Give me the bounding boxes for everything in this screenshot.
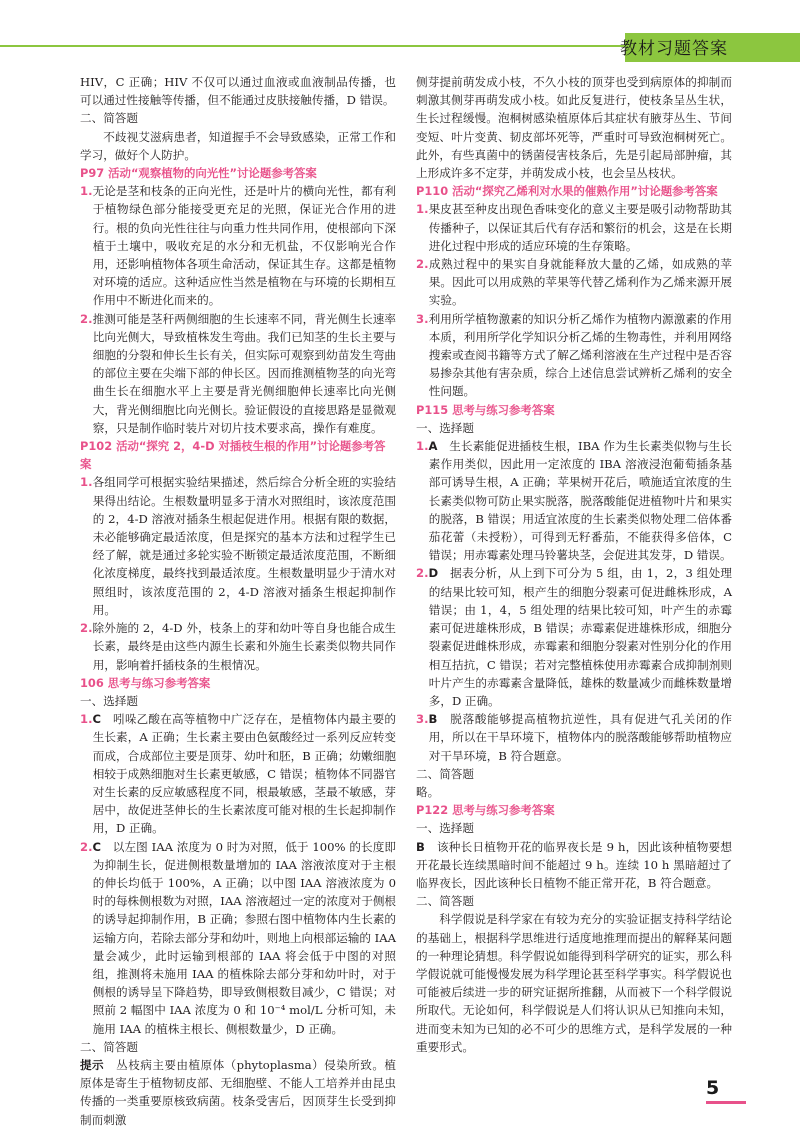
item-number: 2. [416, 257, 429, 272]
section-heading: P115 思考与练习参考答案 [416, 402, 555, 417]
item-number: 3. [416, 712, 429, 727]
list-item [416, 564, 732, 710]
answer-letter: B [428, 712, 438, 727]
tip-label: 提示 [80, 1057, 105, 1072]
page-number: 5 [706, 1077, 720, 1099]
tip-paragraph [80, 1056, 396, 1129]
item-text: 该种长日植物开花的临界夜长是 9 h，因此该种植物要想开花最长连续黑暗时间不能超过 9 h。连续 10 h 黑暗超过了临界夜长，因此该种长日植物不能正常开花，B 符合题意。 [416, 839, 732, 890]
item-number: 1. [80, 712, 93, 727]
item-text: 无论是茎和枝条的正向光性，还是叶片的横向光性，都有利于植物绿色部分能接受更充足的光照，保证光合作用的进行。根的负向光性往往与向重力性共同作用，使根部向下深植于土壤中，吸收充足的水分和无机盐，不仅影响光合作用，还影响植物体各项生命活动，保证其生存。这都是植物对环境的适应。这种适应性当然是植物在与环境的长期相互作用中不断进化而来的。 [92, 184, 396, 308]
paragraph: 侧芽提前萌发成小枝，不久小枝的顶芽也受到病原体的抑制而刺激其侧芽再萌发成小枝。如此反复进行，使枝条呈丛生状，生长过程缓慢。泡桐树感染植原体后其症状有腋芽丛生、节间变短、叶片变黄、韧皮部坏死等，严重时可导致泡桐树死亡。此外，有些真菌中的锈菌侵害枝条后，先是引起局部肿瘤，其上形成许多不定芽，并萌发成小枝，也会呈丛枝状。 [416, 75, 732, 181]
list-item [80, 710, 396, 837]
item-number: 3. [416, 311, 429, 326]
list-item [416, 710, 732, 765]
right-column [416, 73, 732, 1056]
section-heading: P122 思考与练习参考答案 [416, 803, 555, 818]
item-text: 据表分析，从上到下可分为 5 组，由 1，2，3 组处理的结果比较可知，根产生的细胞分裂素可促进雌株形成，A 错误；由 1，4，5 组处理的结果比较可知，叶产生的赤霉素可促进雄株形成，B 错误；赤霉素促进雄株形成，细胞分裂素促进雌株形成，赤霉素和细胞分裂素对性别分化的作用相互拮抗，C 错误；若对完整植株使用赤霉素合成抑制剂则叶片产生的赤霉素含量降低，雄株的数量减少而雌株数量增多，D 正确。 [428, 566, 732, 708]
section-label: 二、简答题 [80, 111, 138, 126]
section-label: 二、简答题 [416, 766, 474, 781]
item-text: 以左图 IAA 浓度为 0 时为对照，低于 100% 的长度即为抑制生长，促进侧根数量增加的 IAA 溶液浓度对于主根的伸长均低于 100%，A 正确；以中图 IAA 溶液浓度为 0 时的每株侧根数为对照，IAA 溶液超过一定的浓度对于侧根的诱导起抑制作用，B 正确；参照右图中植物体内生长素的运输方向，若除去部分芽和幼叶，则地上向根部运输的 IAA 量会减少，此时运输到根部的 IAA 将会低于中图的对照组，推测将未施用 IAA 的植株除去部分芽和幼叶时，对于侧根的诱导呈下降趋势，即导致侧根数目减少，C 错误；对照前 2 幅图中 IAA 浓度为 0 和 10⁻⁴ mol/L 分析可知，未施用 IAA 的植株主根长、侧根数量少，D 正确。 [92, 839, 397, 1036]
list-item [80, 619, 396, 674]
answer-letter: B [416, 839, 425, 854]
list-item [416, 838, 732, 893]
item-number: 1. [416, 202, 429, 217]
paragraph: 不歧视艾滋病患者，知道握手不会导致感染，正常工作和学习，做好个人防护。 [80, 129, 396, 162]
tip-text: 丛枝病主要由植原体（phytoplasma）侵染所致。植原体是寄生于植物韧皮部、无细胞壁、不能人工培养并由昆虫传播的一类重要原核致病菌。枝条受害后，因顶芽生长受到抑制而刺激 [80, 1057, 396, 1127]
section-label: 一、选择题 [416, 821, 474, 836]
list-item [80, 838, 396, 1038]
answer-letter: D [428, 566, 439, 581]
item-text: 吲哚乙酸在高等植物中广泛存在，是植物体内最主要的生长素，A 正确；生长素主要由色氨酸经过一系列反应转变而成，合成部位主要是顶芽、幼叶和胚，B 正确；幼嫩细胞相较于成熟细胞对生长素更敏感，C 错误；植物体不同器官对生长素的反应敏感程度不同，根最敏感，茎最不敏感，芽居中，故促进茎伸长的生长素浓度可能对根的生长起抑制作用，D 正确。 [92, 712, 396, 836]
section-heading: P110 活动“探究乙烯利对水果的催熟作用”讨论题参考答案 [416, 184, 718, 199]
section-heading: P97 活动“观察植物的向光性”讨论题参考答案 [80, 166, 317, 181]
list-item [416, 200, 732, 255]
list-item [416, 255, 732, 310]
page-number-underline [706, 1101, 746, 1104]
item-number: 1. [80, 184, 93, 199]
section-label: 二、简答题 [416, 894, 474, 909]
item-text: 各组同学可根据实验结果描述，然后综合分析全班的实验结果得出结论。生根数量明显多于清水对照组时，该浓度范围的 2，4-D 溶液对插条生根起促进作用。根据有限的数据，未必能够确定最适浓度，但是探究的基本方法和过程学生已经了解，就是通过多轮实验不断锁定最适浓度范围，不断细化浓度梯度，最终找到最适浓度。生根数量明显少于清水对照组时，该浓度范围的 2，4-D 溶液对插条生根起抑制作用。 [92, 475, 396, 617]
item-number: 1. [80, 475, 93, 490]
list-item [416, 310, 732, 401]
item-text: 成熟过程中的果实自身就能释放大量的乙烯，如成熟的苹果。因此可以用成熟的苹果等代替乙烯利作为乙烯来源开展实验。 [428, 257, 732, 308]
item-number: 1. [416, 439, 429, 454]
section-label: 二、简答题 [80, 1039, 138, 1054]
item-text: 推测可能是茎秆两侧细胞的生长速率不同，背光侧生长速率比向光侧大，导致植株发生弯曲。我们已知茎的生长主要与细胞的分裂和伸长生长有关，但实际可观察到幼苗发生弯曲的部位主要在尖端下部的伸长区。因而推测植物茎的向光弯曲生长在细胞水平上主要是背光侧细胞伸长速率比向光侧大，背光侧细胞比向光侧长。验证假设的直接思路是显微观察，只是制作临时装片对切片技术要求高，操作有难度。 [92, 311, 396, 435]
answer-letter: C [92, 712, 101, 727]
paragraph: HIV，C 正确；HIV 不仅可以通过血液或血液制品传播，也可以通过性接触等传播，但不能通过皮肤接触传播，D 错误。 [80, 75, 396, 108]
section-heading: P102 活动“探究 2，4-D 对插枝生根的作用”讨论题参考答案 [80, 439, 386, 472]
section-label: 一、选择题 [80, 693, 138, 708]
left-column [80, 73, 396, 1129]
item-text: 生长素能促进插枝生根，IBA 作为生长素类似物与生长素作用类似，因此用一定浓度的 IBA 溶液浸泡葡萄插条基部可诱导生根，A 正确；苹果树开花后，喷施适宜浓度的生长素类似物可防止果实脱落，脱落酸能促进植物叶片和果实的脱落，B 错误；用适宜浓度的生长素类似物处理二倍体番茄花蕾（未授粉），可得到无籽番茄，不能获得多倍体，C 错误；用赤霉素处理马铃薯块茎，会促进其发芽，D 错误。 [428, 439, 732, 563]
item-text: 果皮甚至种皮出现色香味变化的意义主要是吸引动物帮助其传播种子，以保证其后代有存活和繁衍的机会，这是在长期进化过程中形成的适应环境的生存策略。 [428, 202, 732, 253]
list-item [80, 473, 396, 619]
item-number: 2. [80, 621, 93, 636]
item-text: 除外施的 2，4-D 外，枝条上的芽和幼叶等自身也能合成生长素，最终是由这些内源生长素和外施生长素类似物共同作用，影响着扦插枝条的生根情况。 [92, 621, 396, 672]
paragraph: 略。 [416, 784, 440, 799]
item-text: 脱落酸能够提高植物抗逆性，具有促进气孔关闭的作用，所以在干旱环境下，植物体内的脱落酸能够帮助植物应对干旱环境，B 符合题意。 [428, 712, 732, 763]
list-item [416, 437, 732, 564]
item-number: 2. [80, 839, 93, 854]
section-heading: 106 思考与练习参考答案 [80, 675, 211, 690]
answer-letter: A [428, 439, 438, 454]
list-item [80, 182, 396, 309]
item-number: 2. [80, 311, 93, 326]
section-label: 一、选择题 [416, 420, 474, 435]
header-title: 教材习题答案 [620, 39, 728, 59]
item-number: 2. [416, 566, 429, 581]
item-text: 利用所学植物激素的知识分析乙烯作为植物内源激素的作用本质，利用所学化学知识分析乙烯的生物毒性，并利用网络搜索或查阅书籍等方式了解乙烯利溶液在生产过程中是否容易掺杂其他有害杂质，综合上述信息尝试辨析乙烯利的安全性问题。 [428, 311, 732, 399]
list-item [80, 310, 396, 437]
answer-letter: C [92, 839, 101, 854]
paragraph: 科学假说是科学家在有较为充分的实验证据支持科学结论的基础上，根据科学思维进行适度地推理而提出的解释某问题的一种理论猜想。科学假说如能得到科学研究的证实，那么科学假说就可能慢慢发展为科学理论甚至科学事实。科学假说也可能被后续进一步的研究证据所推翻，从而被下一个科学假说所取代。无论如何，科学假说是人们将认识从已知推向未知，进而变未知为已知的必不可少的思维方式，是科学发展的一种重要形式。 [416, 912, 732, 1054]
